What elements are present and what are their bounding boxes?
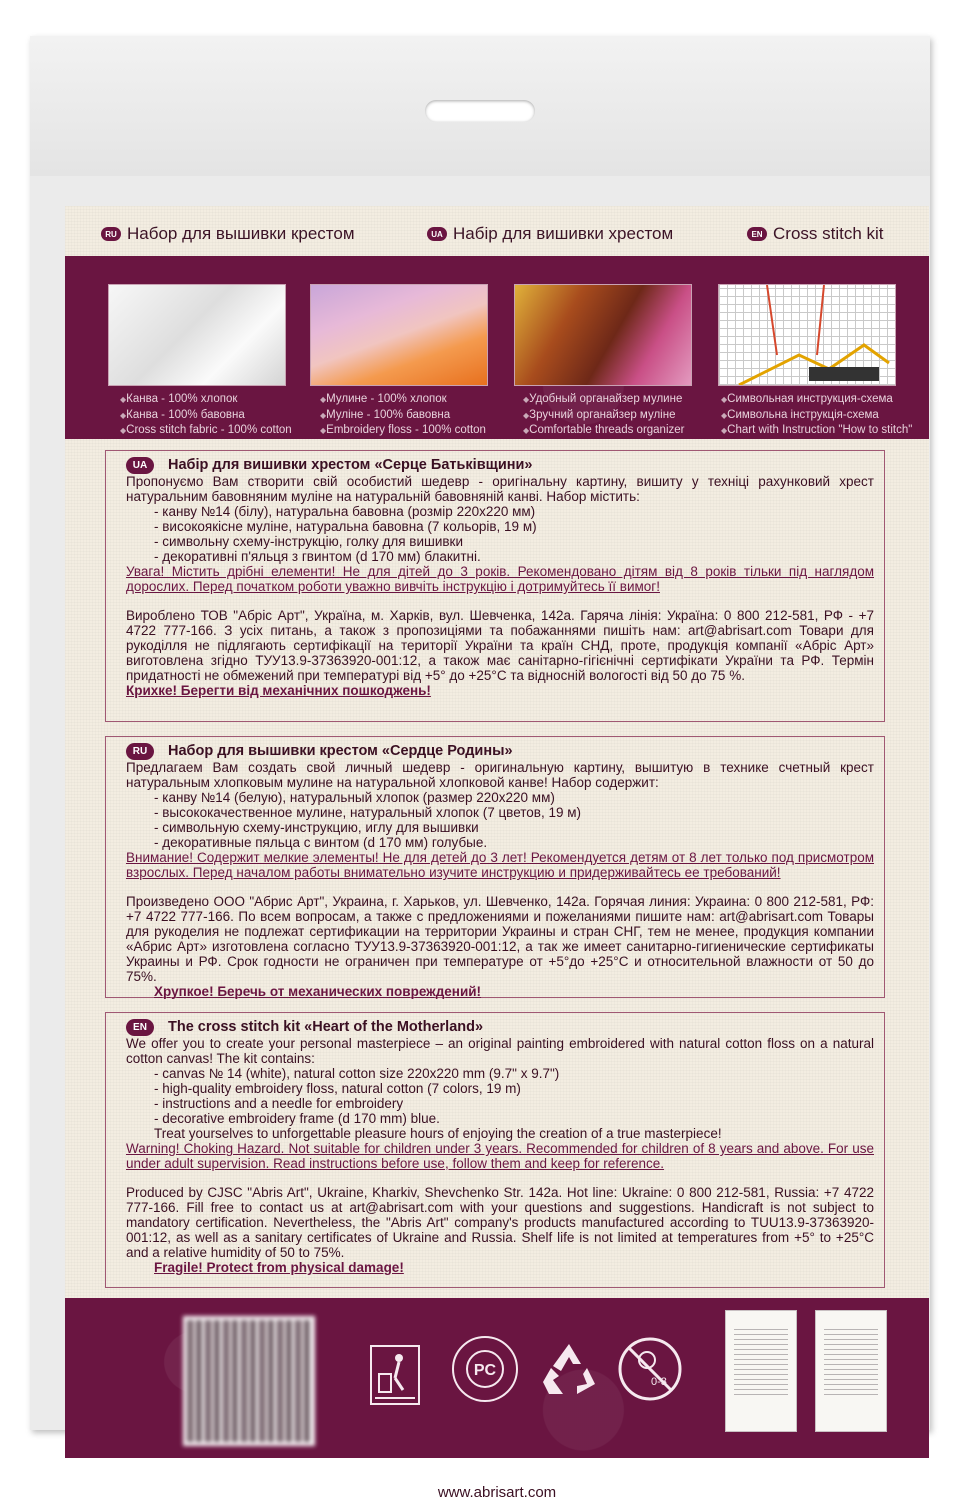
features-band: [65, 256, 929, 439]
ua-title-text: Набір для вишивки хрестом: [453, 224, 674, 243]
en-heading: [126, 1019, 874, 1036]
ua-warning: Увага! Містить дрібні елементи! Не для дітей до 3 років. Рекомендовано дітям від 8 років тільки під наглядом дорослих. Перед початком роботи уважно вивчіть інструкцію і дотримуйтесь її вимог!: [126, 564, 874, 594]
ua-title: [427, 224, 673, 244]
en-producer: Produced by CJSC "Abris Art", Ukraine, Kharkiv, Shevchenko Str. 142a. Hot line: Ukraine: 0 800 212-581, Russia: +7 4722 777-166. Fill free to contact us at art@abrisart.com with your questions and suggestions. Handicraft is not subject to mandatory certification. Nevertheless, the "Abris Art" company's products manufactured according to TUU13.9-37363920-001:12, as well as a sanitary certificates of Ukraine and Russia. Shelf life is not limited at temperatures from +5° to +25°C and a relative humidity of 50 to 75%.: [126, 1185, 874, 1260]
certificate-ru-image: [815, 1310, 887, 1432]
ua-section: [105, 450, 885, 722]
hang-hole: [425, 100, 535, 122]
ua-item: - символьну схему-інструкцію, голку для вишивки: [154, 534, 464, 549]
ru-producer: Произведено ООО "Абрис Арт", Украина, г. Харьков, ул. Шевченко, 142а. Горячая линия: Украина: 0 800 212-581, РФ: +7 4722 777-166. По всем вопросам, а также с предложениями и пожеланиями пишите нам: art@abrisart.com Товары для рукоделия не подлежат сертификации на территории Украины и стран СНГ, тем не менее, продукция компании «Абрис Арт» изготовлена согласно ТУУ13.9-37363920-001:12, а так же имеет санитарно-гигиенические сертификаты Украины и РФ. Срок годности не ограничен при температуре от +5°до +25°С и относительной влажности от 50 до 75%.: [126, 894, 874, 984]
ua-fragile: Крихке! Берегти від механічних пошкоджень!: [126, 683, 431, 698]
feature-line: ◆ Embroidery floss - 100% cotton: [320, 423, 486, 439]
chart-diagram: [719, 285, 895, 385]
ru-intro: Предлагаем Вам создать свой личный шедевр - оригинальную картину, вышитую в технике счетный крест натуральным хлопковым мулине на натуральной хлопковой канве! Набор содержит:: [126, 760, 874, 790]
website-url: www.abrisart.com: [437, 1484, 557, 1501]
feature-organizer: [523, 392, 685, 439]
ru-heading: [126, 743, 874, 760]
feature-line: ◆ Chart with Instruction "How to stitch": [721, 423, 912, 439]
feature-line: ◆ Символьная инструкция-схема: [721, 392, 912, 408]
organizer-photo: [514, 284, 692, 386]
ru-item: - канву №14 (белую), натуральный хлопок (размер 220х220 мм): [154, 790, 555, 805]
ua-item: - декоративні п'яльця з гвинтом (d 170 мм) блакитні.: [154, 549, 481, 564]
ua-producer: Вироблено ТОВ "Абріс Арт", Україна, м. Харків, вул. Шевченка, 142а. Гаряча лінія: Україна: 0 800 212-581, РФ - +7 4722 777-166. З усіх питань, а також з пропозиціями та побажаннями пишіть нам: art@abrisart.com Товари для рукоділля не підлягають сертифікації на території України та країн СНД, проте, продукція компанії «Абріс Арт» виготовлена згідно ТУУ13.9-37363920-001:12, а також має санітарно-гігієнічні сертифікати України та РФ. Термін придатності не обмежений при температурі від +5° до +25°С та відносній вологості від 50 до 75 %.: [126, 608, 874, 683]
en-badge: EN: [747, 227, 767, 241]
ua-intro: Пропонуємо Вам створити свій особистий шедевр - оригінальну картину, вишиту у техніці рахунковий хрест натуральним бавовняним муліне на натуральній бавовняній канві. Набор містить:: [126, 474, 874, 504]
feature-line: ◆ Cross stitch fabric - 100% cotton: [120, 423, 292, 439]
ru-item: - высококачественное мулине, натуральный хлопок (7 цветов, 19 м): [154, 805, 582, 820]
feature-line: ◆ Зручний органайзер муліне: [523, 408, 685, 424]
ru-title: [101, 224, 355, 244]
en-item: - decorative embroidery frame (d 170 mm) blue.: [154, 1111, 440, 1126]
en-intro: We offer you to create your personal masterpiece – an original painting embroidered with natural cotton floss on a natural cotton canvas! The kit contains:: [126, 1036, 874, 1066]
age-warning-icon: [617, 1336, 683, 1402]
product-package: [30, 36, 930, 1501]
en-title: [747, 224, 884, 244]
feature-chart: [721, 392, 912, 439]
ua-section-badge: UA: [126, 457, 154, 474]
ru-item: - символьную схему-инструкцию, иглу для вышивки: [154, 820, 479, 835]
feature-fabric: [120, 392, 292, 439]
en-section: [105, 1012, 885, 1288]
feature-line: ◆ Муліне - 100% бавовна: [320, 408, 486, 424]
en-title-text: Cross stitch kit: [773, 224, 884, 243]
floss-photo: [310, 284, 488, 386]
feature-line: ◆ Удобный органайзер мулине: [523, 392, 685, 408]
chart-photo: [718, 284, 896, 386]
feature-line: ◆ Мулине - 100% хлопок: [320, 392, 486, 408]
recycle-icon: [537, 1338, 601, 1402]
ru-badge: RU: [101, 227, 121, 241]
ru-title-text: Набор для вышивки крестом: [127, 224, 355, 243]
age-label: 0-3: [651, 1376, 667, 1388]
ru-section: [105, 736, 885, 998]
feature-line: ◆ Символьна інструкція-схема: [721, 408, 912, 424]
ru-heading-text: Набор для вышивки крестом «Сердце Родины»: [168, 743, 513, 759]
certificate-ua-image: [725, 1310, 797, 1432]
ua-heading-text: Набір для вишивки хрестом «Серце Батьківщини»: [168, 457, 533, 473]
feature-line: ◆ Канва - 100% хлопок: [120, 392, 292, 408]
en-warning: Warning! Choking Hazard. Not suitable for children under 3 years. Recommended for children of 8 years and above. For use under adult supervision. Read instructions before use, follow them and keep for reference.: [126, 1141, 874, 1171]
feature-line: ◆ Comfortable threads organizer: [523, 423, 685, 439]
en-item: - canvas № 14 (white), natural cotton size 220x220 mm (9.7" x 9.7"): [154, 1066, 560, 1081]
ua-item: - канву №14 (білу), натуральна бавовна (розмір 220х220 мм): [154, 504, 536, 519]
feature-floss: [320, 392, 486, 439]
barcode-blurred: [183, 1316, 315, 1446]
back-card: [65, 206, 929, 1501]
en-fragile: Fragile! Protect from physical damage!: [154, 1260, 404, 1275]
ru-fragile: Хрупкое! Беречь от механических повреждений!: [154, 984, 482, 999]
en-item: - high-quality embroidery floss, natural cotton (7 colors, 19 m): [154, 1081, 521, 1096]
en-treat: Treat yourselves to unforgettable pleasure hours of enjoying the creation of a true masterpiece!: [154, 1126, 722, 1141]
ru-section-badge: RU: [126, 743, 154, 760]
ua-heading: [126, 457, 874, 474]
en-heading-text: The cross stitch kit «Heart of the Motherland»: [168, 1019, 484, 1035]
svg-text:PC: PC: [473, 1362, 497, 1379]
ru-item: - декоративные пяльца с винтом (d 170 мм) голубые.: [154, 835, 488, 850]
ua-item: - високоякісне муліне, натуральна бавовна (7 кольорів, 19 м): [154, 519, 537, 534]
language-titles: [65, 224, 929, 250]
fabric-photo: [108, 284, 286, 386]
ru-warning: Внимание! Содержит мелкие элементы! Не для детей до 3 лет! Рекомендуется детям от 8 лет только под присмотром взрослых. Перед началом работы внимательно изучите инструкцию и придерживайтесь ее требований!: [126, 850, 874, 880]
en-section-badge: EN: [126, 1019, 154, 1036]
recycle-bin-icon: [369, 1344, 421, 1406]
ua-badge: UA: [427, 227, 447, 241]
footer-band: [65, 1298, 929, 1458]
feature-line: ◆ Канва - 100% бавовна: [120, 408, 292, 424]
hang-tab: [30, 36, 930, 176]
en-item: - instructions and a needle for embroidery: [154, 1096, 404, 1111]
certification-mark-icon: [450, 1334, 520, 1404]
